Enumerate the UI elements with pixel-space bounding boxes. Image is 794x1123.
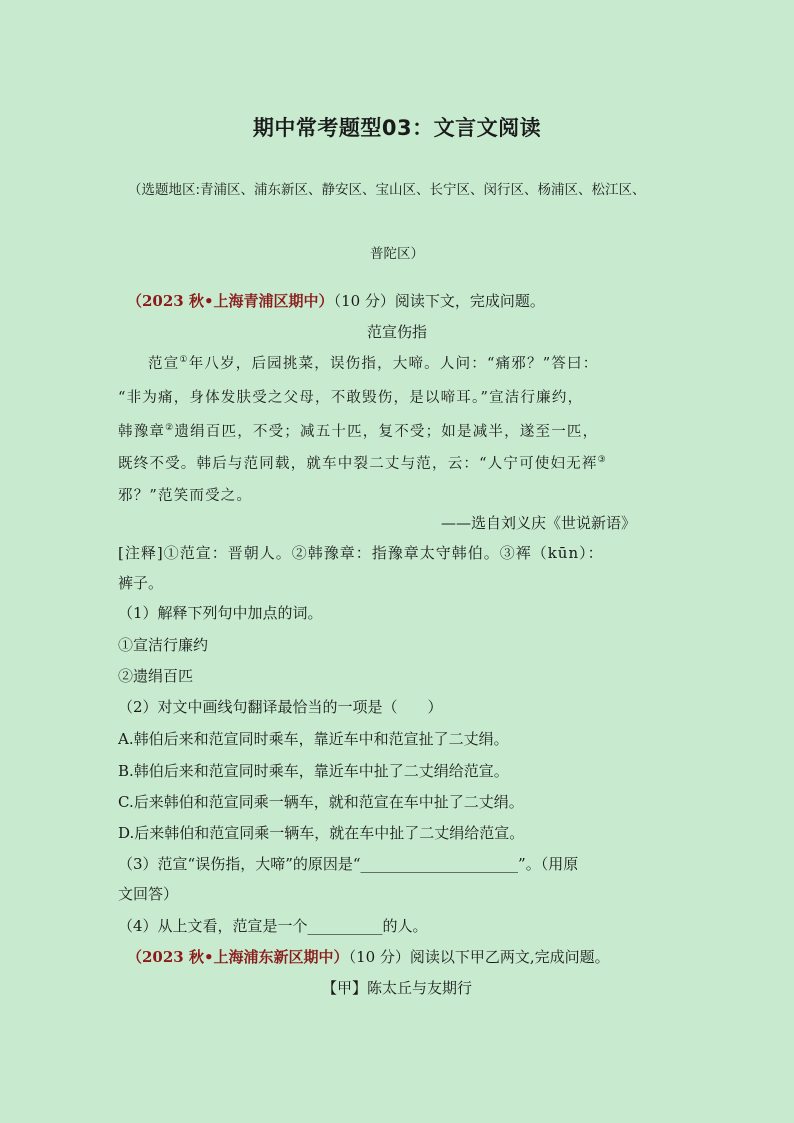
regions-line-2: 普陀区） [370, 246, 424, 262]
q1-intro: （10 分）阅读下文，完成问题。 [333, 292, 545, 310]
page-title: 期中常考题型03：文言文阅读 [252, 116, 542, 140]
q1-source: （2023 秋•上海青浦区期中） [127, 292, 334, 310]
sub-question-1b: ②遗绢百匹 [118, 667, 194, 685]
passage-line-4: 既终不受。韩后与范同载，就车中裂二丈与范，云：“人宁可使妇无裈③ [118, 455, 607, 472]
note-mark-2: ② [165, 423, 175, 434]
q2-intro: （10 分）阅读以下甲乙两文,完成问题。 [348, 948, 610, 966]
option-a: A.韩伯后来和范宣同时乘车，靠近车中和范宣扯了二丈绢。 [118, 730, 509, 748]
q1-passage-title: 范宣伤指 [366, 323, 427, 341]
sub-question-3-cont: 文回答） [118, 885, 179, 903]
notes-line-1: [注释]①范宣：晋朝人。②韩豫章：指豫章太守韩伯。③裈（kūn）： [118, 544, 604, 562]
regions-line-1: （选题地区:青浦区、浦东新区、静安区、宝山区、长宁区、闵行区、杨浦区、松江区、 [128, 182, 646, 198]
sub-question-1: （1）解释下列句中加点的词。 [118, 604, 323, 622]
sub-question-3: （3）范宣“误伤指，大啼”的原因是“_____________________”。（用原 [118, 855, 579, 873]
sub-question-2: （2）对文中画线句翻译最恰当的一项是（ ） [118, 698, 443, 716]
passage-line-3: 韩豫章②遗绢百匹，不受；减五十匹，复不受；如是减半，遂至一匹， [118, 423, 599, 440]
q2-header [127, 946, 610, 967]
notes-line-2: 裤子。 [118, 574, 164, 592]
q2-source: （2023 秋•上海浦东新区期中） [127, 948, 349, 966]
citation: ——选自刘义庆《世说新语》 [441, 514, 637, 532]
note-mark-3: ③ [597, 455, 607, 466]
passage-line-5: 邪？”范笑而受之。 [118, 488, 253, 504]
option-b: B.韩伯后来和范宣同时乘车，靠近车中扯了二丈绢给范宣。 [118, 762, 509, 780]
sub-question-1a: ①宣洁行廉约 [118, 636, 209, 654]
q2-passage-title: 【甲】陈太丘与友期行 [321, 979, 472, 997]
q1-header [127, 290, 545, 311]
option-c: C.后来韩伯和范宣同乘一辆车，就和范宣在车中扯了二丈绢。 [118, 793, 524, 811]
note-mark-1: ① [179, 355, 189, 366]
option-d: D.后来韩伯和范宣同乘一辆车，就在车中扯了二丈绢给范宣。 [118, 824, 525, 842]
passage-line-1: 范宣①年八岁，后园挑菜，误伤指，大啼。人问：“痛邪？”答曰： [148, 355, 599, 372]
passage-line-2: “非为痛，身体发肤受之父母，不敢毁伤，是以啼耳。”宣洁行廉约， [118, 390, 584, 406]
sub-question-4: （4）从上文看，范宣是一个__________的人。 [118, 917, 428, 935]
